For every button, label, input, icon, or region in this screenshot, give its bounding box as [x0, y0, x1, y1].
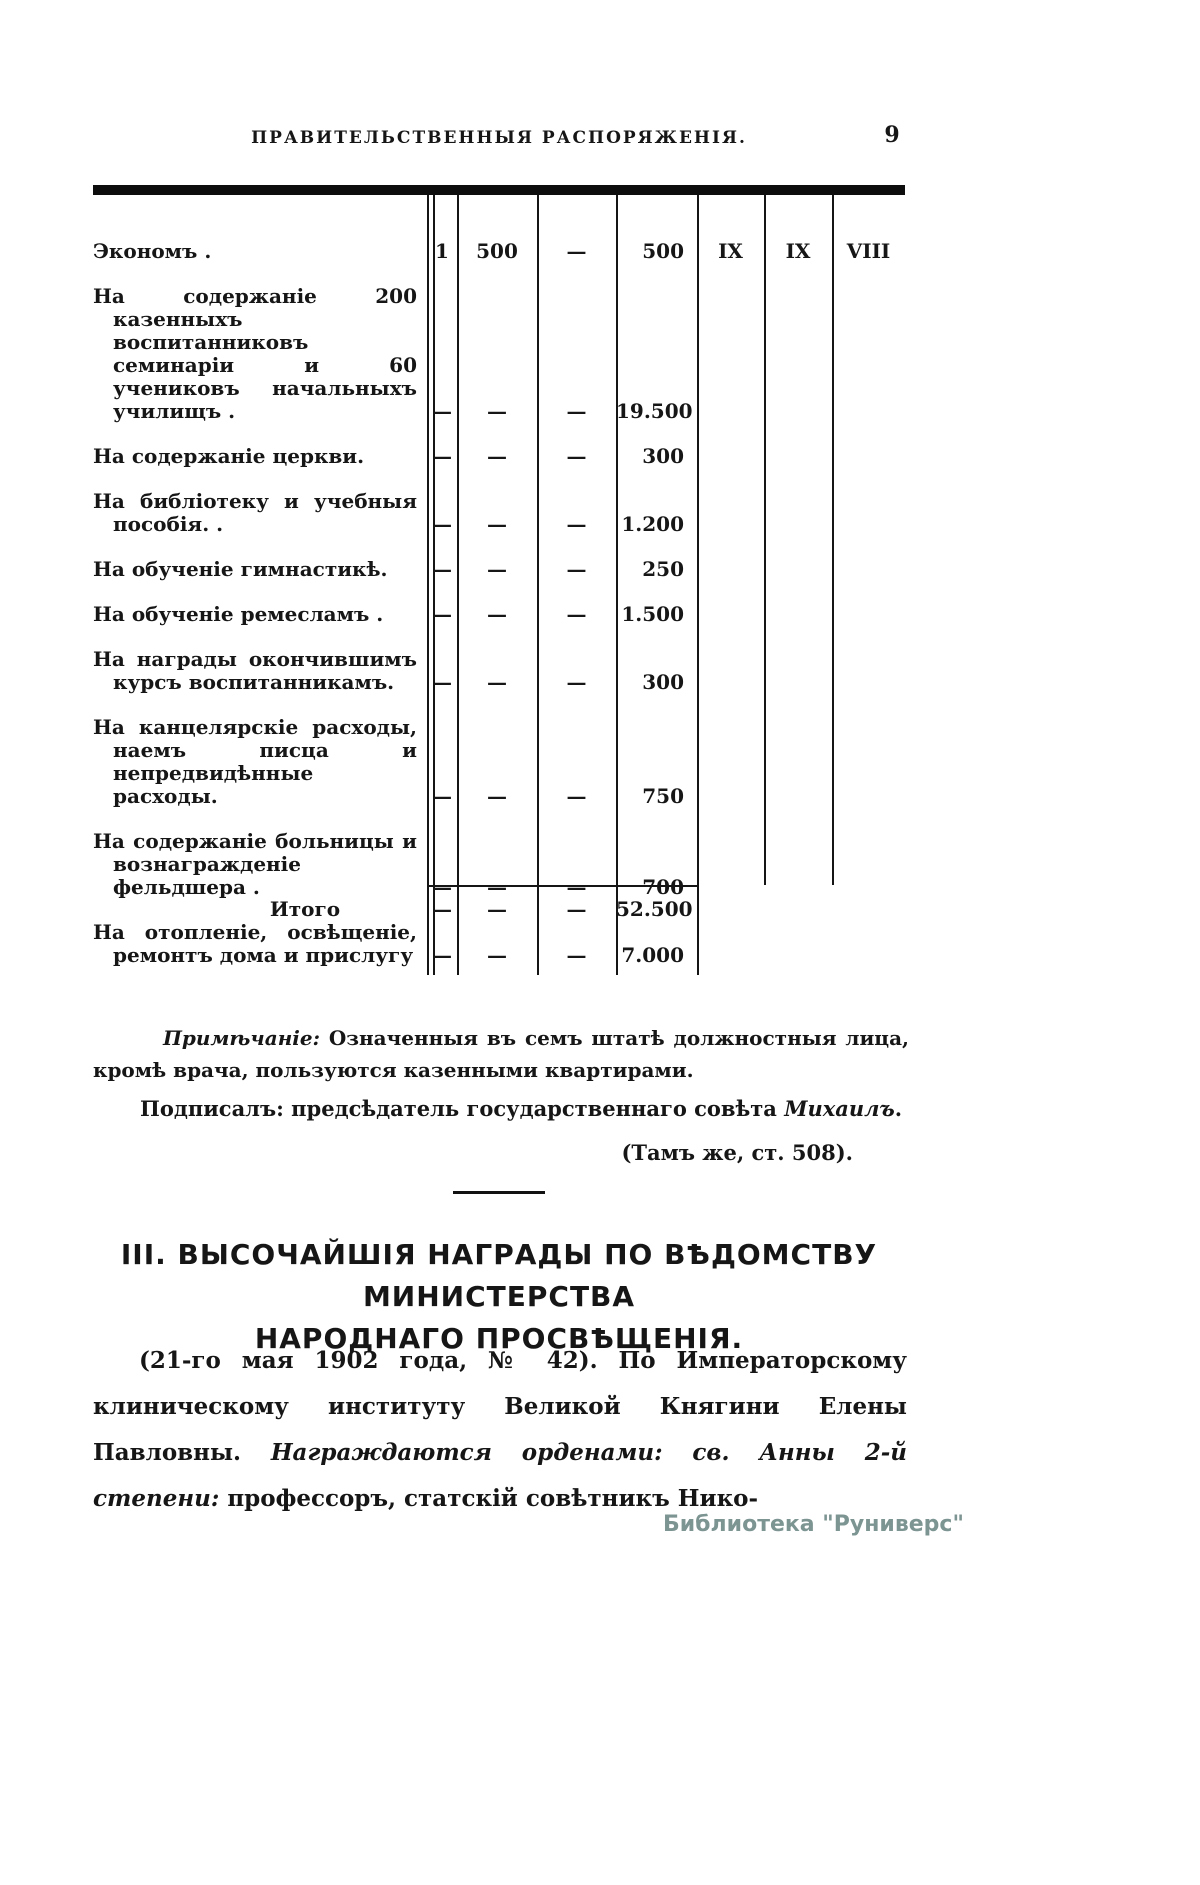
row-cell: —	[566, 670, 587, 694]
signature-name: Михаилъ	[784, 1096, 895, 1121]
table-top-rule	[93, 185, 905, 195]
row-cell: —	[432, 670, 452, 694]
table-row	[93, 490, 905, 536]
paragraph-seg3: профессоръ, статскій совѣтникъ Нико-	[219, 1485, 759, 1512]
total-cell: —	[432, 897, 452, 921]
table-row	[93, 285, 905, 423]
row-cell: —	[566, 444, 587, 468]
row-label: На награды окончившимъ курсъ воспитанникамъ.	[93, 647, 417, 694]
total-label: Итого	[269, 897, 341, 921]
row-cell: 250	[642, 557, 684, 581]
row-cell: —	[432, 444, 452, 468]
row-cell: —	[487, 784, 507, 808]
row-cell: 1.200	[621, 512, 684, 536]
body-paragraph	[93, 1338, 907, 1522]
row-cell: —	[432, 512, 452, 536]
table-row	[93, 240, 905, 263]
citation: (Тамъ же, ст. 508).	[621, 1140, 853, 1165]
row-cell: —	[566, 239, 587, 263]
row-cell: 300	[642, 670, 684, 694]
signature-text: Подписалъ: предсѣдатель государственнаго совѣта	[140, 1096, 785, 1121]
row-label: На содержаніе больницы и вознагражденіе фельдшера .	[93, 829, 417, 899]
table-row	[93, 445, 905, 468]
row-cell: —	[487, 943, 507, 967]
row-cell: —	[487, 602, 507, 626]
row-cell: 19.500	[616, 399, 693, 423]
row-label: На содержаніе 200 казенныхъ воспитанниковъ семинаріи и 60 учениковъ начальныхъ училищъ .	[93, 284, 417, 423]
signature-period: .	[894, 1096, 903, 1121]
total-cell: 52.500	[616, 897, 693, 921]
row-cell: —	[432, 557, 452, 581]
budget-table	[93, 185, 905, 985]
paragraph-seg1: (21-го мая 1902 года, № 42). По Императорскому клиническому институту Великой Княгини Елены Павловны.	[93, 1347, 907, 1466]
running-head: ПРАВИТЕЛЬСТВЕННЫЯ РАСПОРЯЖЕНІЯ.	[251, 128, 747, 148]
table-row	[93, 603, 905, 626]
row-cell: 7.000	[621, 943, 684, 967]
row-cell: 300	[642, 444, 684, 468]
row-cell: —	[487, 512, 507, 536]
row-cell: —	[566, 943, 587, 967]
total-cell: —	[566, 897, 587, 921]
row-cell: 500	[476, 239, 518, 263]
row-cell: —	[566, 557, 587, 581]
row-cell: 700	[642, 875, 684, 899]
row-label: Экономъ .	[93, 239, 212, 263]
row-cell: 500	[642, 239, 684, 263]
row-cell: —	[432, 399, 452, 423]
row-label: На канцелярскіе расходы, наемъ писца и непредвидѣнные расходы.	[93, 715, 417, 808]
table-row	[93, 648, 905, 694]
footnote	[93, 1022, 909, 1086]
footnote-text: Означенныя въ семъ штатѣ должностныя лица, кромѣ врача, пользуются казенными квартирами.	[93, 1026, 909, 1082]
row-cell: —	[432, 602, 452, 626]
table-total-row	[93, 898, 905, 921]
row-cell: —	[487, 875, 507, 899]
row-cell: —	[566, 784, 587, 808]
table-row	[93, 716, 905, 808]
section-heading-line2: НАРОДНАГО ПРОСВѢЩЕНІЯ.	[254, 1322, 744, 1355]
section-heading-line1: III. ВЫСОЧАЙШІЯ НАГРАДЫ ПО ВѢДОМСТВУ МИНИСТЕРСТВА	[120, 1238, 878, 1313]
signature-line	[140, 1096, 920, 1121]
table-row	[93, 921, 905, 967]
row-label: На отопленіе, освѣщеніе, ремонтъ дома и прислугу	[93, 920, 417, 967]
total-cell: —	[487, 897, 507, 921]
row-label: На содержаніе церкви.	[93, 444, 365, 468]
table-row	[93, 830, 905, 899]
row-cell: 750	[642, 784, 684, 808]
row-cell: —	[566, 512, 587, 536]
row-cell: —	[487, 399, 507, 423]
row-label: На обученіе ремесламъ .	[93, 602, 384, 626]
row-cell: —	[566, 399, 587, 423]
footnote-lead: Примѣчаніе:	[163, 1026, 320, 1050]
table-row	[93, 558, 905, 581]
row-cell: —	[566, 602, 587, 626]
paragraph-seg2-italic: Награждаются орденами: св. Анны 2-й степени:	[93, 1439, 907, 1512]
row-cell: 1.500	[621, 602, 684, 626]
row-label: На библіотеку и учебныя пособія. .	[93, 489, 417, 536]
row-cell: —	[487, 444, 507, 468]
row-cell: VIII	[846, 239, 891, 263]
row-cell: IX	[718, 239, 743, 263]
row-cell: —	[432, 784, 452, 808]
row-cell: —	[432, 943, 452, 967]
section-divider-rule	[453, 1191, 545, 1194]
row-cell: IX	[785, 239, 811, 263]
row-cell: —	[487, 557, 507, 581]
row-cell: 1	[435, 239, 449, 263]
page-number: 9	[884, 122, 900, 148]
table-rows	[93, 240, 905, 989]
row-label: На обученіе гимнастикѣ.	[93, 557, 388, 581]
row-cell: —	[487, 670, 507, 694]
row-cell: —	[432, 875, 452, 899]
library-watermark: Библиотека "Руниверс"	[663, 1512, 964, 1537]
row-cell: —	[566, 875, 587, 899]
